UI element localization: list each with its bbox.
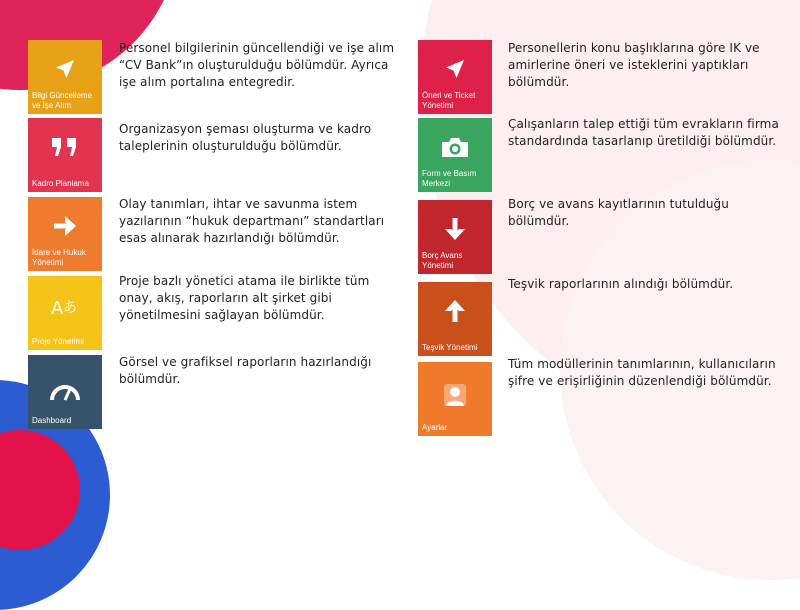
module-description: Çalışanların talep ettiği tüm evrakların firma standardında tasarlanıp üretildiği bölümdür.: [508, 117, 779, 148]
tile-idare-hukuk[interactable]: [28, 197, 102, 271]
tile-label: İdare ve Hukuk Yönetimi: [32, 248, 86, 267]
camera-icon: [418, 132, 492, 162]
arrow-up-icon: [418, 296, 492, 326]
svg-text:あ: あ: [63, 300, 77, 316]
tile-label: Borç Avans Yönetimi: [422, 251, 463, 270]
module-description: Borç ve avans kayıtlarının tutulduğu bölümdür.: [508, 197, 729, 228]
tile-form-basim[interactable]: [418, 118, 492, 192]
gauge-icon: [28, 375, 102, 405]
tile-tesvik[interactable]: [418, 282, 492, 356]
tile-proje-yonetimi[interactable]: [28, 276, 102, 350]
tile-label: Form ve Basım Merkezi: [422, 169, 477, 188]
arrow-right-icon: [28, 211, 102, 241]
module-description: Personel bilgilerinin güncellendiği ve işe alım “CV Bank”ın oluşturulduğu bölümdür. Ayrıca işe alım portalına entegredir.: [119, 41, 395, 89]
tile-label: Ayarlar: [422, 422, 448, 432]
tile-oneri-ticket[interactable]: [418, 40, 492, 114]
tile-borc-avans[interactable]: [418, 200, 492, 274]
tile-label: Teşvik Yönetimi: [422, 342, 478, 352]
tile-label: Kadro Planlama: [32, 178, 89, 188]
tile-label: Dashboard: [32, 415, 72, 425]
module-description: Organizasyon şeması oluşturma ve kadro taleplerinin oluşturulduğu bölümdür.: [119, 122, 372, 153]
module-description: Olay tanımları, ihtar ve savunma istem yazılarının “hukuk departmanı” standartları esas alınarak hazırlandığı bölümdür.: [119, 197, 385, 245]
arrow-down-icon: [418, 214, 492, 244]
tile-dashboard[interactable]: [28, 355, 102, 429]
tile-label: Proje Yönetimi: [32, 336, 84, 346]
tile-ayarlar[interactable]: [418, 362, 492, 436]
tile-label: Öneri ve Ticket Yönetimi: [422, 91, 476, 110]
module-description: Personellerin konu başlıklarına göre IK ve amirlerine öneri ve isteklerini yaptıkları bölümdür.: [508, 41, 760, 89]
module-description: Proje bazlı yönetici atama ile birlikte tüm onay, akış, raporların alt şirket gibi yönetilmesini sağlayan bölümdür.: [119, 274, 370, 322]
translate-icon: [28, 290, 102, 320]
tile-kadro-planlama[interactable]: [28, 118, 102, 192]
module-description: Teşvik raporlarının alındığı bölümdür.: [508, 277, 734, 291]
tile-label: Bilgi Güncelleme ve İşe Alım: [32, 91, 93, 110]
quote-icon: [28, 132, 102, 162]
module-description: Tüm modüllerinin tanımlarının, kullanıcıların şifre ve erişirliğinin düzenlendiği bölümdür.: [508, 357, 776, 388]
module-description: Görsel ve grafiksel raporların hazırlandığı bölümdür.: [119, 355, 372, 386]
tile-bilgi-guncelleme[interactable]: [28, 40, 102, 114]
user-icon: [418, 380, 492, 410]
svg-text:A: A: [51, 298, 64, 318]
navigation-arrow-icon: [28, 54, 102, 84]
navigation-arrow-icon: [418, 54, 492, 84]
